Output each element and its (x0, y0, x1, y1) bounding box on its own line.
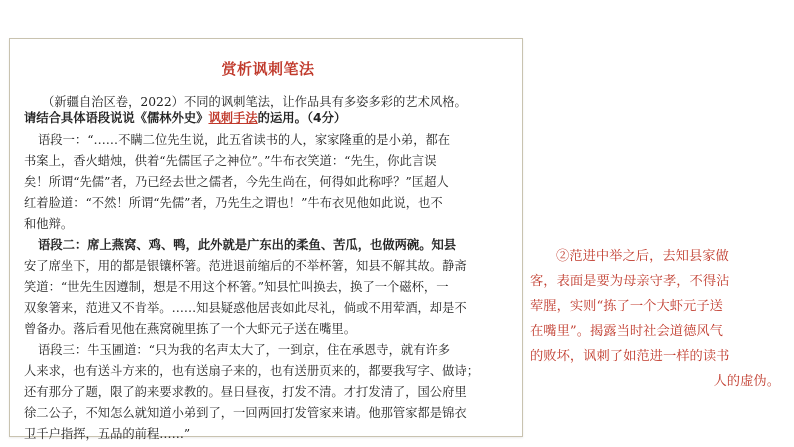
question-card (9, 38, 523, 441)
intro-line-2 (24, 110, 346, 126)
passage3-line: 徐二公子，不知怎么就知道小弟到了，一回两回打发管家来请。他那管家都是锦衣 (24, 406, 467, 420)
passage1-line: 矣！所谓“先儒”者，乃已经去世之儒者，今先生尚在，何得如此称呼？”匡超人 (24, 175, 449, 189)
card-title: 赏析讽刺笔法 (221, 60, 315, 78)
passage1-line: 书案上，香火蜡烛，供着“先儒匡子之神位”。”牛布衣笑道：“先生，你此言误 (24, 154, 437, 168)
intro-suffix: 的运用。（4分） (257, 111, 347, 125)
passage2-line: 曾备办。落后看见他在燕窝碗里拣了一个大虾元子送在嘴里。 (24, 322, 357, 336)
passage1-line: 和他辩。 (24, 217, 74, 231)
passage3-line: 还有那分了题，限了韵来要求教的。昼日昼夜，打发不清。才打发清了，国公府里 (24, 385, 467, 399)
passage3-line: 卫千户指挥，五品的前程……” (24, 427, 191, 441)
passage2-line: 语段二：席上燕窝、鸡、鸭，此外就是广东出的柔鱼、苦瓜，也做两碗。知县 (38, 238, 457, 252)
passage3-line: 人来求，也有送斗方来的，也有送扇子来的，也有送册页来的，都要我写字、做诗； (24, 364, 479, 378)
satire-technique-link[interactable]: 讽刺手法 (208, 111, 258, 125)
passage1-line: 语段一：“……不瞒二位先生说，此五省读书的人，家家隆重的是小弟，都在 (38, 133, 451, 147)
answer-line: 人的虚伪。 (713, 374, 780, 389)
answer-line: 在嘴里”。揭露当时社会道德风气 (530, 324, 723, 339)
intro-prefix: 请结合具体语段说说《儒林外史》 (24, 111, 209, 125)
answer-text (530, 244, 786, 394)
passage2-line: 笑道：“世先生因遵制，想是不用这个杯箸。”知县忙叫换去，换了一个磁杯，一 (24, 280, 449, 294)
answer-line: 客，表面是要为母亲守孝，不得沾 (530, 274, 730, 289)
passage3-line: 语段三：牛玉圃道：“只为我的名声太大了，一到京，住在承恩寺，就有许多 (38, 343, 451, 357)
answer-line: 的败坏，讽刺了如范进一样的读书 (530, 349, 730, 364)
passage2-line: 双象箸来，范进又不肯举。……知县疑惑他居丧如此尽礼，倘或不用荤酒，却是不 (24, 301, 467, 315)
passage1-line: 红着脸道：“不然！所谓“先儒”者，乃先生之谓也！”牛布衣见他如此说，也不 (24, 196, 443, 210)
passage2-line: 安了席坐下，用的都是银镶杯箸。范进退前缩后的不举杯箸，知县不解其故。静斋 (24, 259, 467, 273)
intro-line-1: （新疆自治区卷，2022）不同的讽刺笔法，让作品具有多姿多彩的艺术风格。 (42, 95, 467, 109)
answer-line: ②范进中举之后，去知县家做 (556, 249, 729, 264)
answer-line: 荤腥，实则“拣了一个大虾元子送 (530, 299, 723, 314)
